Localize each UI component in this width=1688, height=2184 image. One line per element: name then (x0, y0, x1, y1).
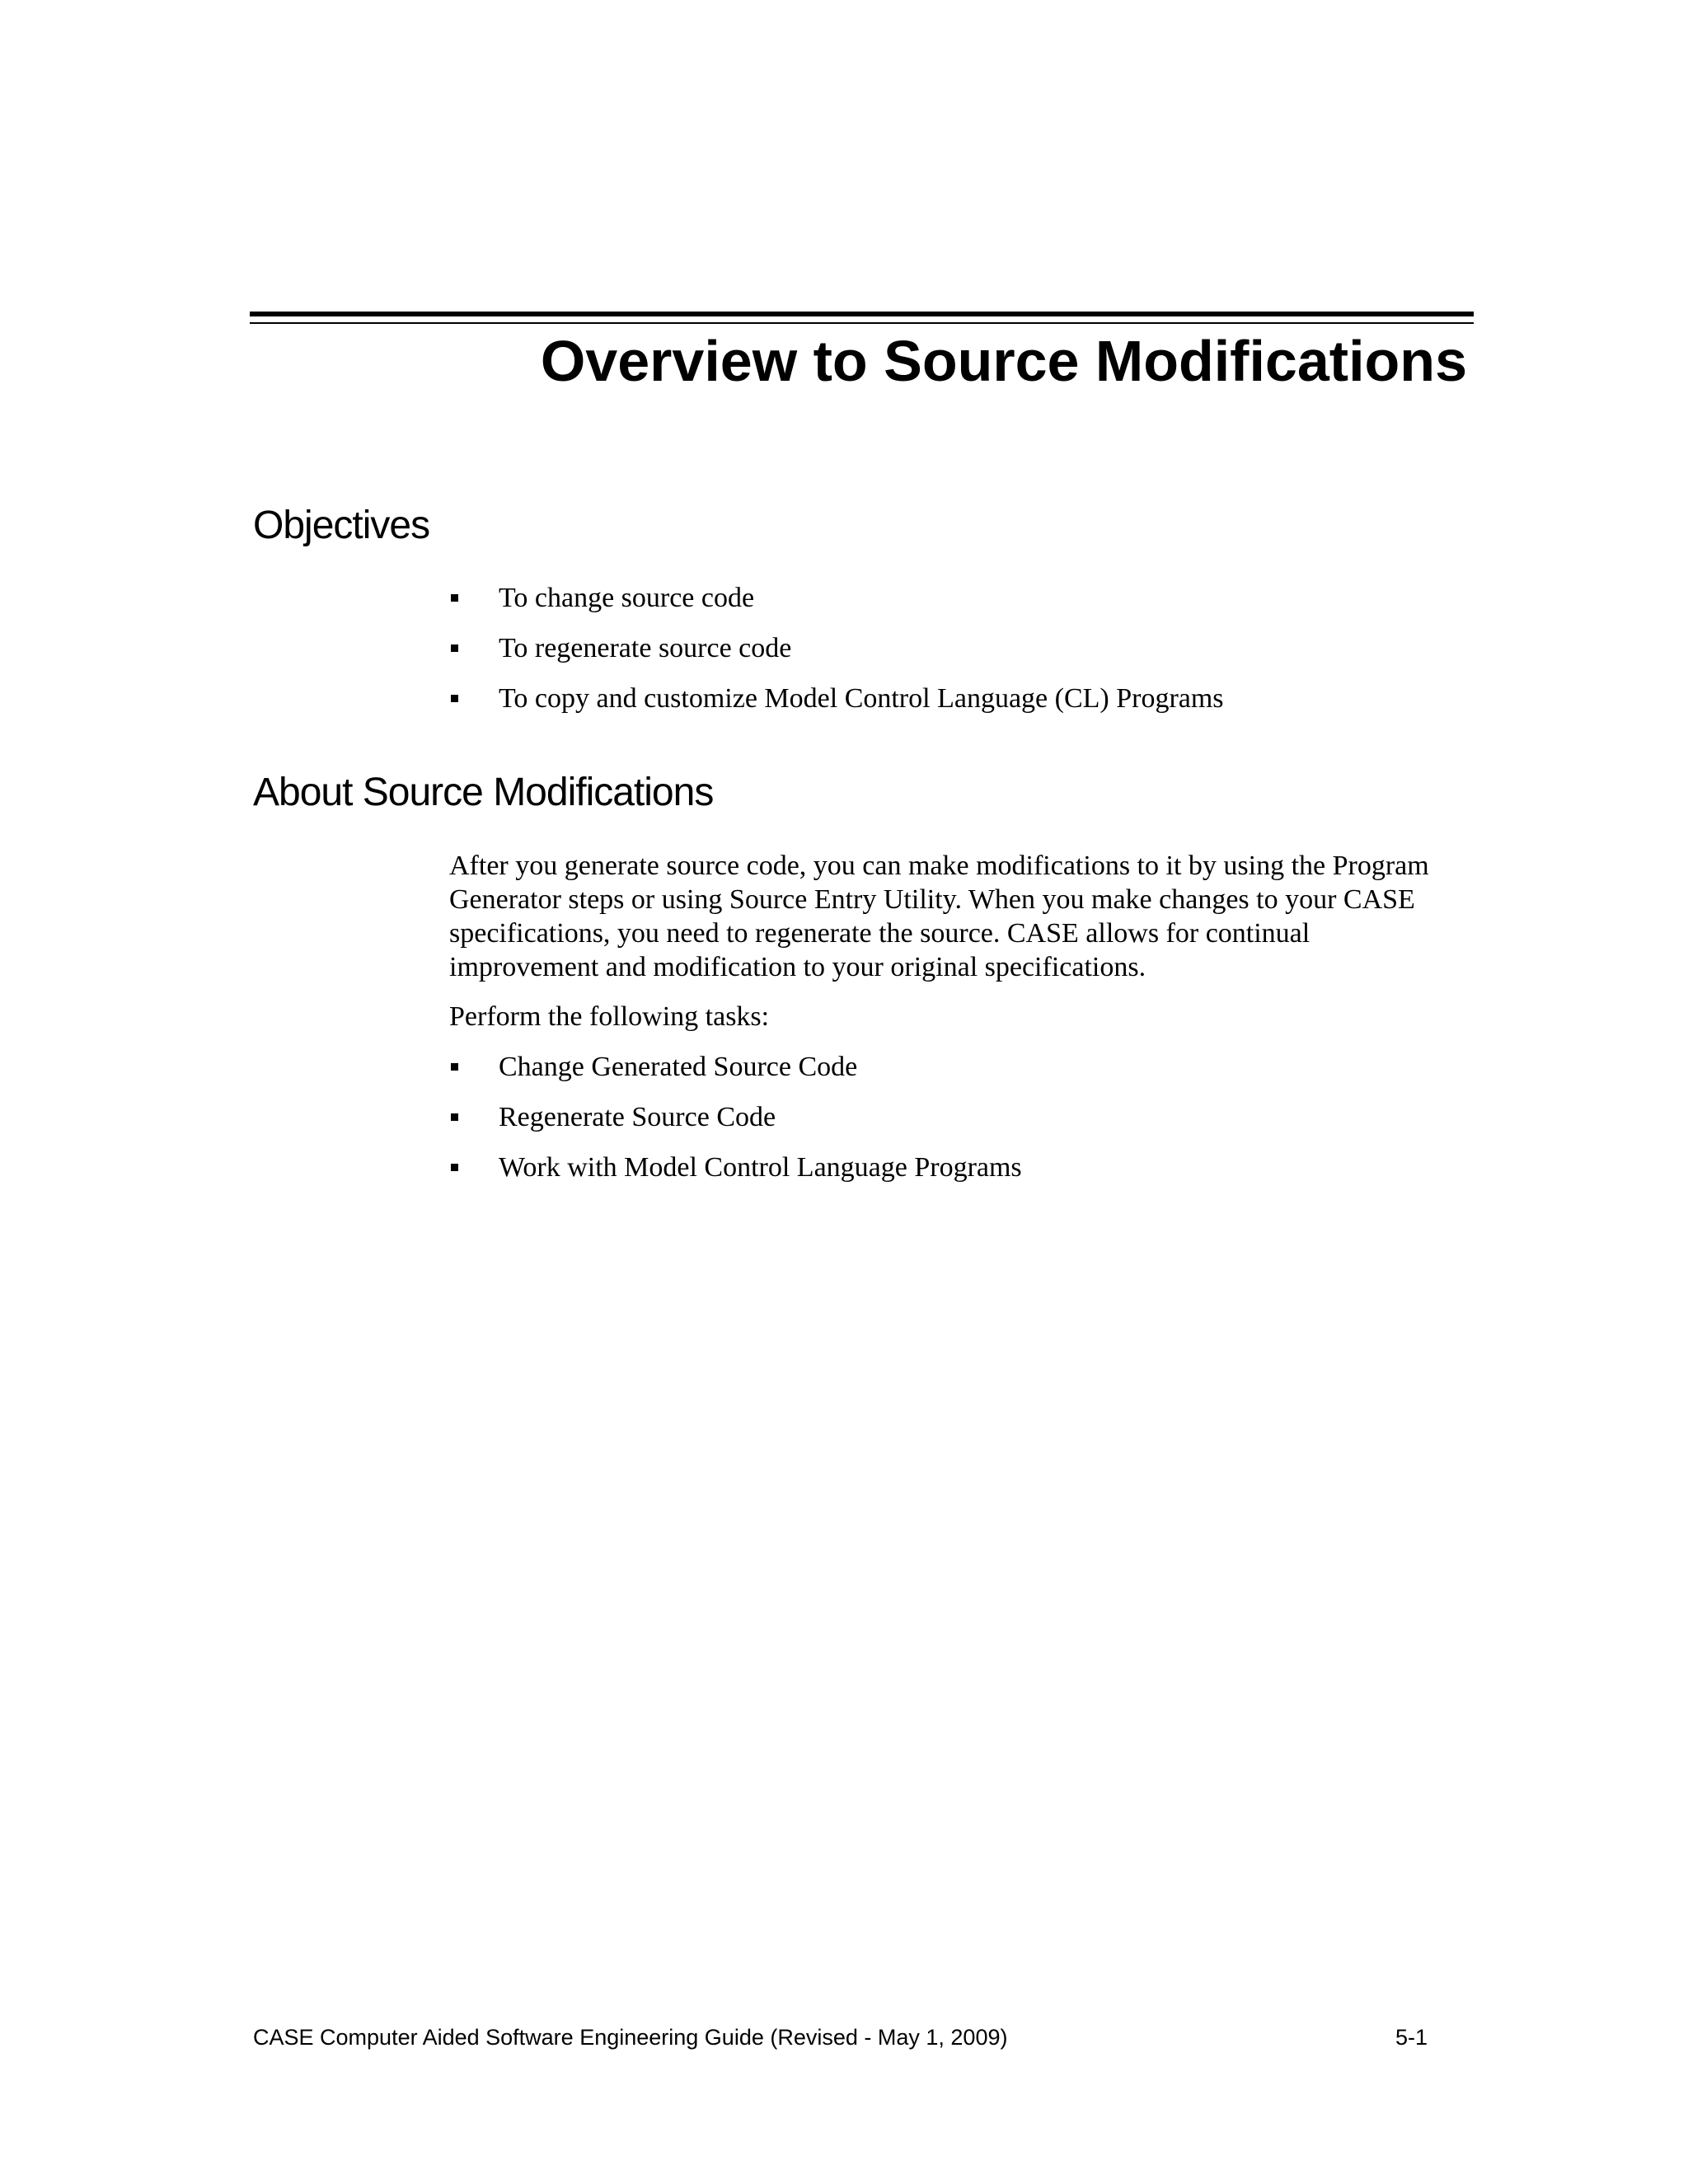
list-item-text: To change source code (499, 583, 755, 613)
bullet-square-icon (451, 1164, 458, 1171)
bullet-square-icon (451, 1113, 458, 1121)
objectives-list (449, 578, 1224, 729)
list-item-text: Regenerate Source Code (499, 1102, 776, 1132)
bullet-square-icon (451, 1063, 458, 1071)
tasks-list (449, 1047, 1022, 1197)
title-rule-thick (250, 312, 1474, 316)
footer-document-title: CASE Computer Aided Software Engineering Guide (Revised - May 1, 2009) (253, 2025, 1008, 2050)
list-item (449, 1147, 1022, 1197)
objectives-heading: Objectives (253, 504, 430, 547)
about-heading: About Source Modifications (253, 771, 714, 814)
bullet-square-icon (451, 695, 458, 702)
footer-page-number: 5-1 (1395, 2025, 1428, 2050)
bullet-square-icon (451, 644, 458, 652)
list-item (449, 1047, 1022, 1097)
about-paragraph: After you generate source code, you can make modifications to it by using the Program Generator steps or using Source Entry Utility. When you make changes to your CASE specifications, you need to regenerate the source. CASE allows for continual improvement and modification to your original specifications. (449, 851, 1429, 982)
list-item-text: To copy and customize Model Control Language (CL) Programs (499, 683, 1224, 714)
list-item-text: To regenerate source code (499, 633, 792, 663)
list-item (449, 578, 1224, 628)
list-item (449, 678, 1224, 729)
chapter-title: Overview to Source Modifications (540, 329, 1467, 393)
list-item-text: Work with Model Control Language Programs (499, 1152, 1022, 1183)
bullet-square-icon (451, 594, 458, 602)
list-item-text: Change Generated Source Code (499, 1052, 858, 1082)
list-item (449, 1097, 1022, 1147)
list-item (449, 628, 1224, 678)
tasks-intro: Perform the following tasks: (449, 1001, 770, 1032)
